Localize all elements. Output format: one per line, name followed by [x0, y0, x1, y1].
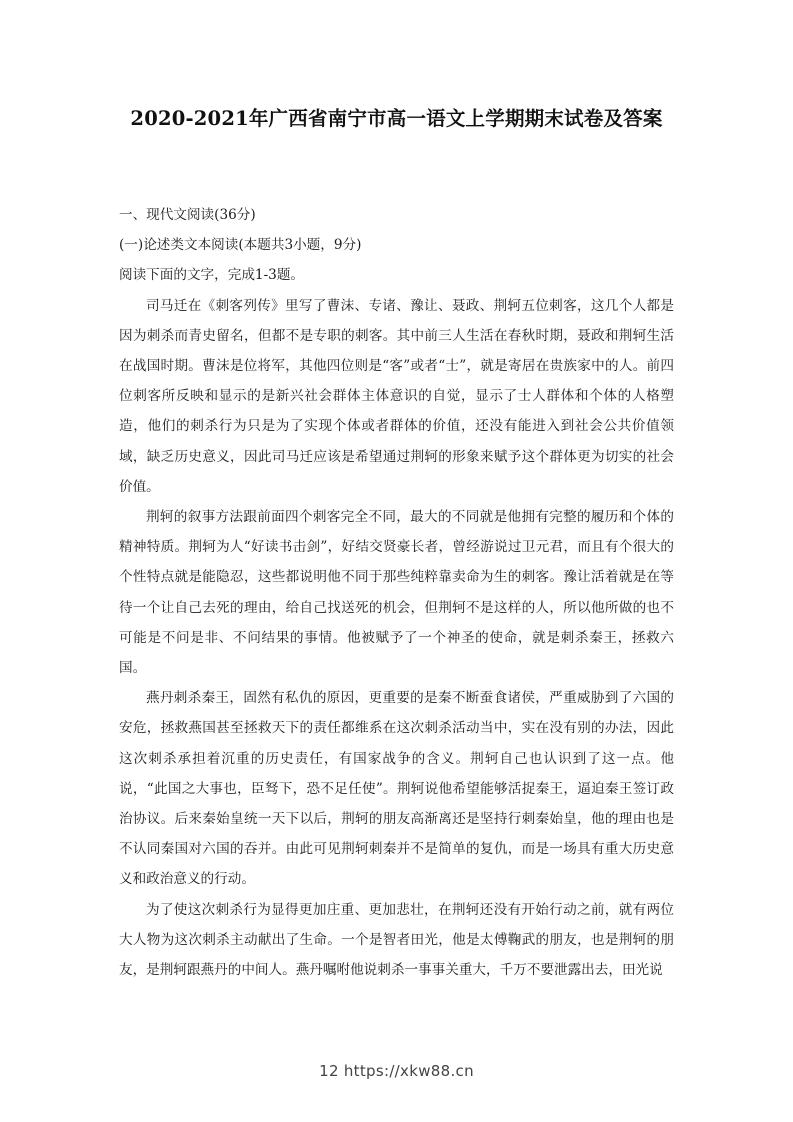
reading-instruction: 阅读下面的文字，完成1-3题。: [119, 267, 305, 284]
paragraph-3: 燕丹刺杀秦王，固然有私仇的原因，更重要的是秦不断蚕食诸侯，严重威胁到了六国的安危，拯救燕国甚至拯救天下的责任都维系在这次刺杀活动当中，实在没有别的办法，因此这次刺杀承担着沉重的历史责任，有国家战争的含义。荆轲自己也认识到了这一点。他说，“此国之大事也，臣驽下，恐不足任使”。荆轲说他希望能够活捉秦王，逼迫秦王签订政治协议。后来秦始皇统一天下以后，荆轲的朋友高渐离还是坚持行刺秦始皇，他的理由也是不认同秦国对六国的吞并。由此可见荆轲刺秦并不是简单的复仇，而是一场具有重大历史意义和政治意义的行动。: [119, 690, 674, 888]
section-subheading: (一)论述类文本阅读(本题共3小题，9分): [119, 237, 362, 254]
document-title: 2020-2021年广西省南宁市高一语文上学期期末试卷及答案: [130, 107, 663, 130]
paragraph-1: 司马迁在《刺客列传》里写了曹沫、专诸、豫让、聂政、荆轲五位刺客，这几个人都是因为刺杀而青史留名，但都不是专职的刺客。其中前三人生活在春秋时期，聂政和荆轲生活在战国时期。曹沫是位将军，其他四位则是“客”或者“士”，就是寄居在贵族家中的人。前四位刺客所反映和显示的是新兴社会群体主体意识的自觉，显示了士人群体和个体的人格塑造，他们的刺杀行为只是为了实现个体或者群体的价值，还没有能进入到社会公共价值领域，缺乏历史意义，因此司马迁应该是希望通过荆轲的形象来赋予这个群体更为切实的社会价值。: [119, 297, 674, 495]
paragraph-4: 为了使这次刺杀行为显得更加庄重、更加悲壮，在荆轲还没有开始行动之前，就有两位大人物为这次刺杀主动献出了生命。一个是智者田光，他是太傅鞠武的朋友，也是荆轲的朋友，是荆轲跟燕丹的中间人。燕丹嘱咐他说刺杀一事事关重大，千万不要泄露出去，田光说: [119, 901, 674, 979]
document-body: [119, 200, 674, 985]
page-footer-watermark: 12 https://xkw88.cn: [319, 1062, 474, 1080]
paragraph-2: 荆轲的叙事方法跟前面四个刺客完全不同，最大的不同就是他拥有完整的履历和个体的精神特质。荆轲为人“好读书击剑”，好结交贤豪长者，曾经游说过卫元君，而且有个很大的个性特点就是能隐忍，这些都说明他不同于那些纯粹靠卖命为生的刺客。豫让活着就是在等待一个让自己去死的理由，给自己找送死的机会，但荆轲不是这样的人，所以他所做的也不可能是不问是非、不问结果的事情。他被赋予了一个神圣的使命，就是刺杀秦王，拯救六国。: [119, 509, 674, 677]
section-heading: 一、现代文阅读(36分): [119, 207, 256, 223]
